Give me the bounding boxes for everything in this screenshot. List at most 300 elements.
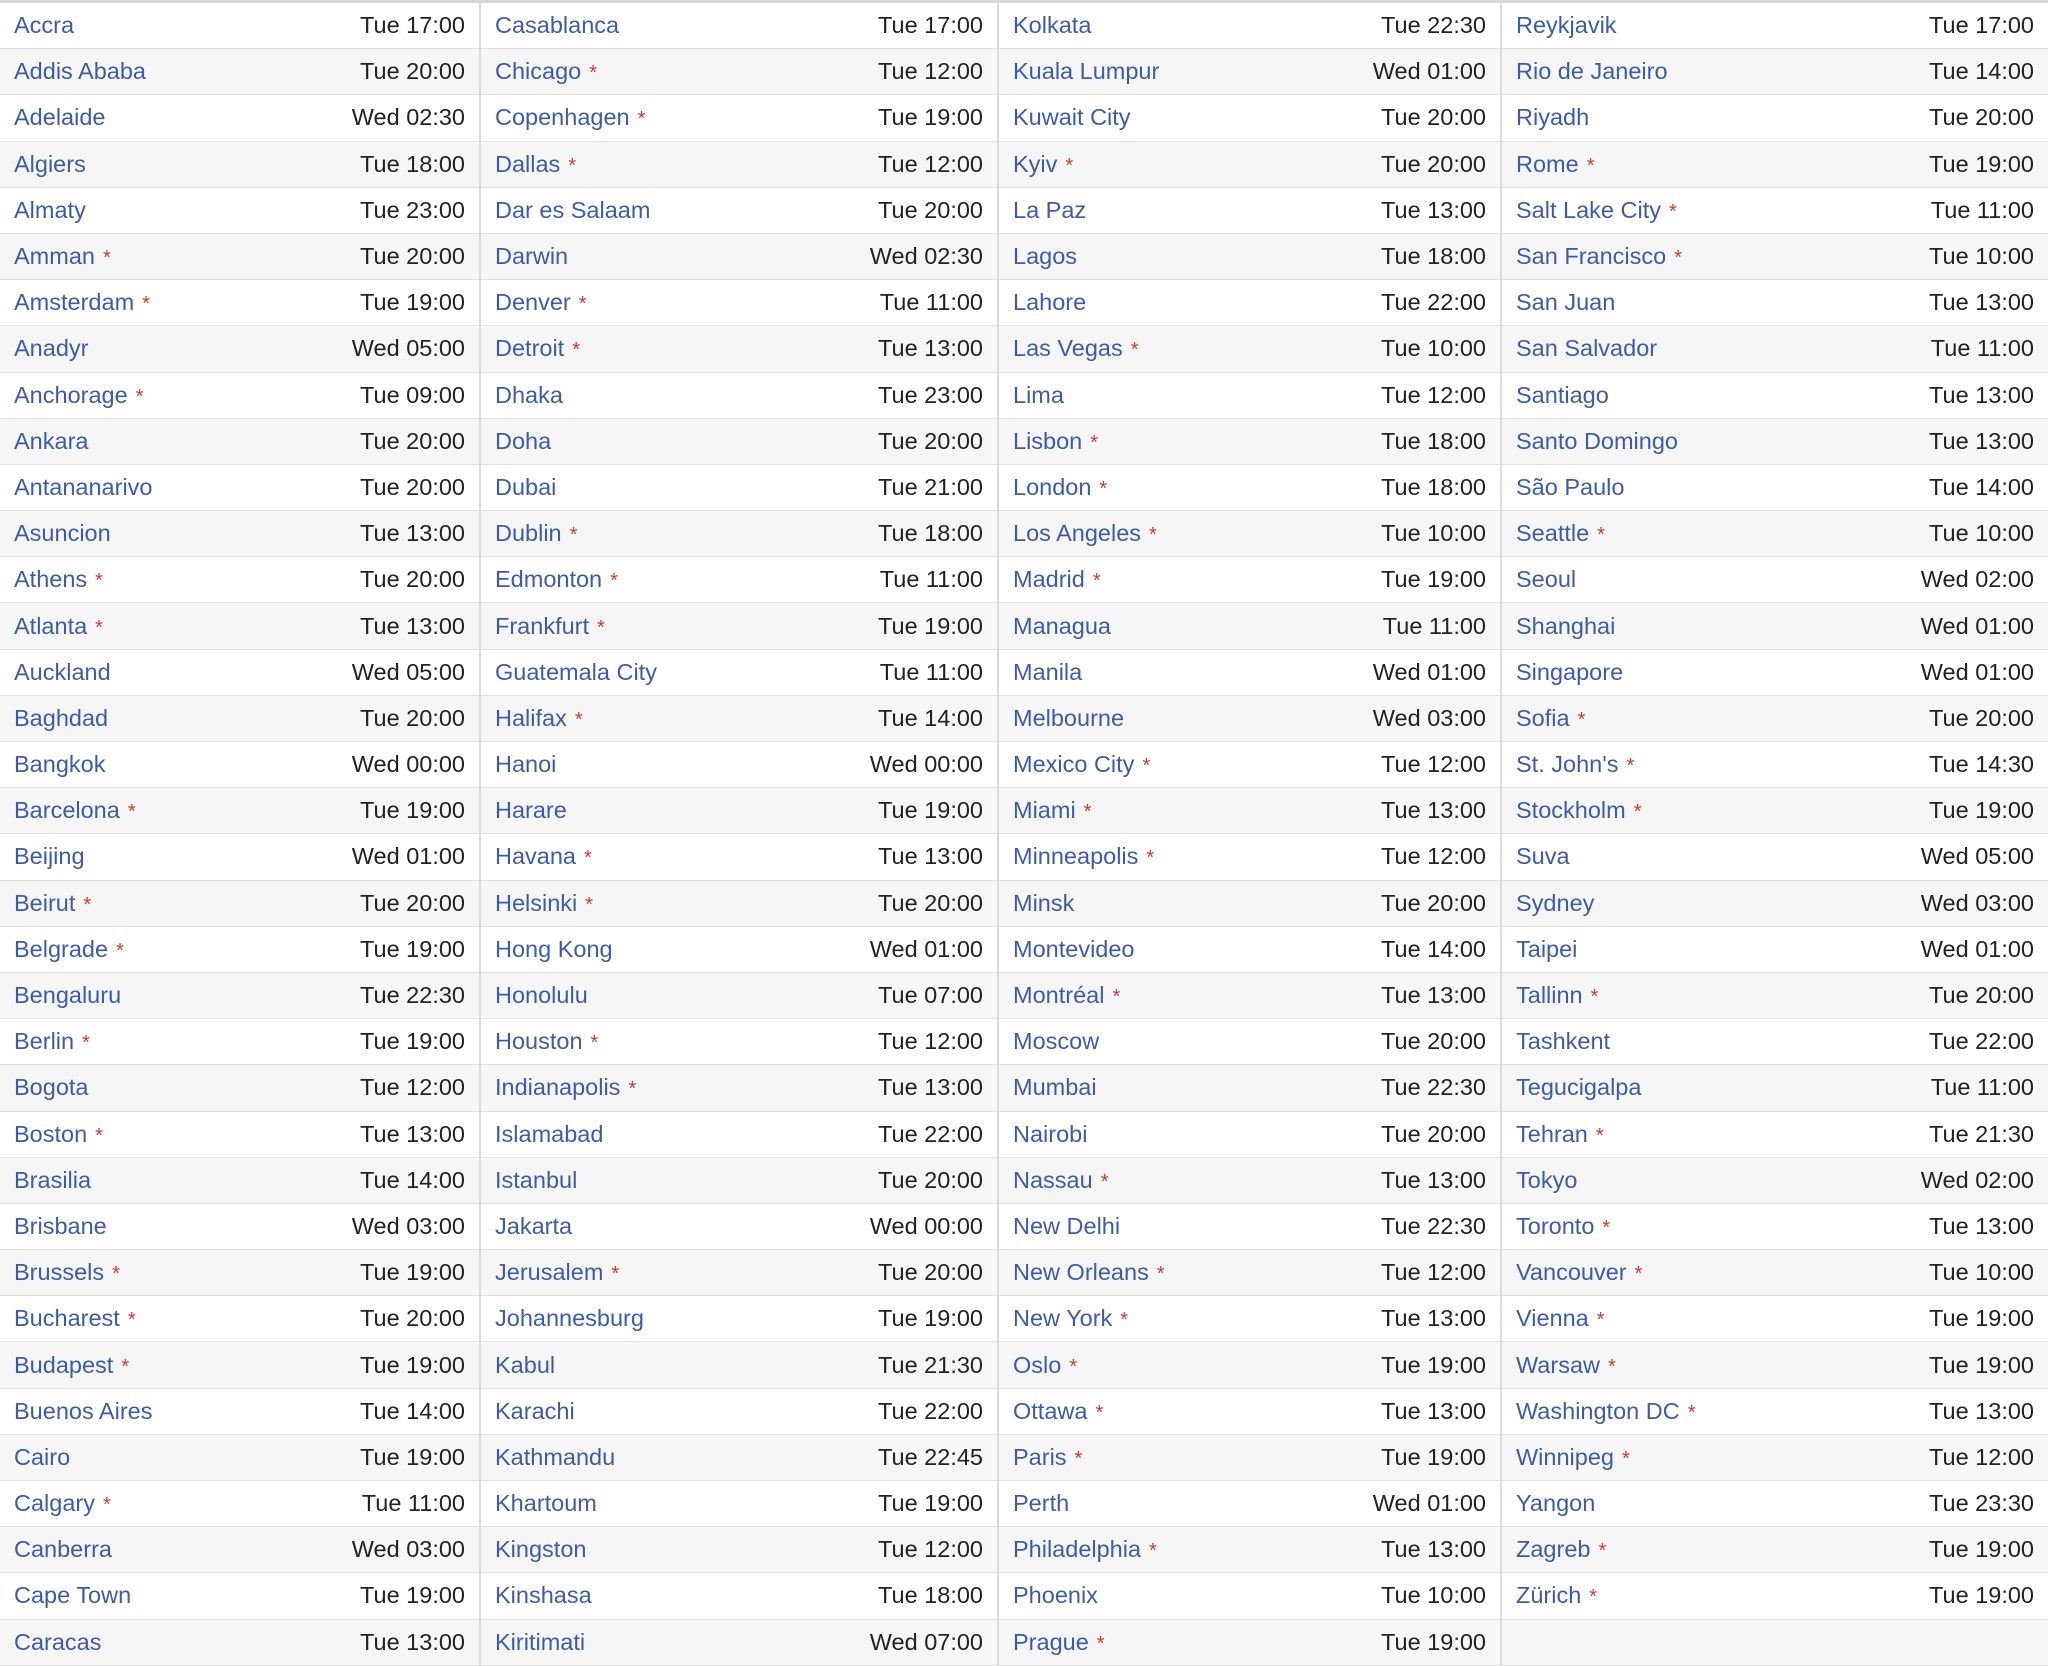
city-link[interactable]: La Paz bbox=[1013, 196, 1087, 223]
local-time: Tue 18:00 bbox=[878, 520, 983, 547]
local-time: Tue 22:00 bbox=[1381, 289, 1486, 316]
local-time: Tue 20:00 bbox=[360, 566, 465, 593]
city-link[interactable]: Lahore bbox=[1013, 289, 1087, 316]
city-link[interactable]: Jerusalem bbox=[495, 1259, 604, 1286]
city-row bbox=[481, 49, 997, 95]
city-cell bbox=[495, 1444, 615, 1471]
city-link[interactable]: Buenos Aires bbox=[14, 1397, 153, 1424]
city-link[interactable]: Tallinn bbox=[1516, 982, 1583, 1009]
local-time: Tue 19:00 bbox=[1929, 150, 2034, 177]
city-link[interactable]: Barcelona bbox=[14, 797, 120, 824]
city-link[interactable]: Vancouver bbox=[1516, 1259, 1627, 1286]
city-cell bbox=[495, 151, 576, 178]
city-link[interactable]: Almaty bbox=[14, 196, 86, 223]
city-row bbox=[0, 1527, 479, 1573]
city-link[interactable]: Seattle bbox=[1516, 520, 1590, 547]
city-link[interactable]: Johannesburg bbox=[495, 1305, 644, 1332]
city-link[interactable]: Kathmandu bbox=[495, 1443, 616, 1470]
city-link[interactable]: Taipei bbox=[1516, 935, 1578, 962]
city-row bbox=[0, 188, 479, 234]
city-link[interactable]: Zürich bbox=[1516, 1582, 1582, 1609]
city-link[interactable]: Santo Domingo bbox=[1516, 427, 1678, 454]
local-time: Tue 22:30 bbox=[1381, 12, 1486, 39]
city-link[interactable]: Atlanta bbox=[14, 612, 88, 639]
city-link[interactable]: Stockholm bbox=[1516, 797, 1626, 824]
city-link[interactable]: Calgary bbox=[14, 1490, 95, 1517]
city-link[interactable]: New York bbox=[1013, 1305, 1113, 1332]
city-cell bbox=[14, 843, 85, 870]
city-link[interactable]: Copenhagen bbox=[495, 104, 630, 131]
local-time: Tue 10:00 bbox=[1381, 1582, 1486, 1609]
dst-marker: * bbox=[112, 1263, 120, 1286]
city-row bbox=[999, 1620, 1500, 1666]
local-time: Tue 14:00 bbox=[878, 704, 983, 731]
city-link[interactable]: Frankfurt bbox=[495, 612, 590, 639]
city-link[interactable]: Rome bbox=[1516, 150, 1579, 177]
city-link[interactable]: Brisbane bbox=[14, 1212, 107, 1239]
city-cell bbox=[495, 1536, 586, 1563]
local-time: Tue 13:00 bbox=[1381, 1166, 1486, 1193]
dst-marker: * bbox=[1074, 1447, 1083, 1470]
city-cell bbox=[1516, 1074, 1641, 1101]
city-link[interactable]: Lisbon bbox=[1013, 427, 1083, 454]
city-row bbox=[0, 511, 479, 557]
city-row bbox=[1502, 603, 2048, 649]
city-row bbox=[1502, 1112, 2048, 1158]
city-cell bbox=[1013, 1444, 1082, 1471]
city-row bbox=[481, 95, 997, 141]
city-row bbox=[1502, 142, 2048, 188]
city-row bbox=[999, 788, 1500, 834]
city-cell bbox=[14, 428, 88, 455]
city-row bbox=[999, 1342, 1500, 1388]
city-link[interactable]: Belgrade bbox=[14, 935, 109, 962]
city-link[interactable]: Manila bbox=[1013, 658, 1083, 685]
city-cell bbox=[495, 613, 605, 640]
city-link[interactable]: Kyiv bbox=[1013, 150, 1058, 177]
city-link[interactable]: Guatemala City bbox=[495, 658, 657, 685]
local-time: Tue 22:30 bbox=[1381, 1074, 1486, 1101]
local-time: Tue 19:00 bbox=[1929, 1582, 2034, 1609]
city-link[interactable]: Istanbul bbox=[495, 1166, 578, 1193]
city-row bbox=[999, 1481, 1500, 1527]
local-time: Tue 20:00 bbox=[1929, 982, 2034, 1009]
dst-marker: * bbox=[1130, 339, 1139, 362]
city-link[interactable]: Baghdad bbox=[14, 704, 109, 731]
city-link[interactable]: Tehran bbox=[1516, 1120, 1588, 1147]
city-cell bbox=[1516, 1167, 1577, 1194]
city-row bbox=[0, 1065, 479, 1111]
city-link[interactable]: Anadyr bbox=[14, 335, 89, 362]
city-link[interactable]: Kabul bbox=[495, 1351, 556, 1378]
dst-marker: * bbox=[611, 1263, 620, 1286]
city-link[interactable]: Honolulu bbox=[495, 982, 588, 1009]
city-link[interactable]: Bangkok bbox=[14, 751, 106, 778]
local-time: Tue 13:00 bbox=[1929, 381, 2034, 408]
city-row bbox=[0, 603, 479, 649]
local-time: Tue 22:30 bbox=[1381, 1212, 1486, 1239]
city-link[interactable]: Vienna bbox=[1516, 1305, 1589, 1332]
city-link[interactable]: Kuwait City bbox=[1013, 104, 1131, 131]
city-link[interactable]: Asuncion bbox=[14, 520, 111, 547]
city-link[interactable]: Ankara bbox=[14, 427, 89, 454]
city-row bbox=[1502, 188, 2048, 234]
city-row bbox=[0, 881, 479, 927]
city-link[interactable]: Brussels bbox=[14, 1259, 105, 1286]
city-link[interactable]: Riyadh bbox=[1516, 104, 1590, 131]
local-time: Tue 12:00 bbox=[878, 58, 983, 85]
city-row bbox=[0, 1342, 479, 1388]
city-link[interactable]: Amman bbox=[14, 243, 95, 270]
city-row bbox=[1502, 1389, 2048, 1435]
city-cell bbox=[1516, 566, 1576, 593]
dst-marker: * bbox=[1586, 154, 1595, 177]
dst-marker: * bbox=[1597, 524, 1605, 547]
city-link[interactable]: Sofia bbox=[1516, 704, 1570, 731]
city-link[interactable]: Lima bbox=[1013, 381, 1064, 408]
city-row bbox=[0, 1158, 479, 1204]
city-link[interactable]: Singapore bbox=[1516, 658, 1624, 685]
dst-marker: * bbox=[95, 1124, 103, 1147]
local-time: Tue 14:00 bbox=[360, 1397, 465, 1424]
local-time: Tue 11:00 bbox=[1930, 335, 2034, 362]
local-time: Wed 02:00 bbox=[1920, 1166, 2034, 1193]
city-link[interactable]: Montréal bbox=[1013, 982, 1105, 1009]
city-cell bbox=[1516, 520, 1605, 547]
local-time: Tue 20:00 bbox=[1381, 1028, 1486, 1055]
city-link[interactable]: Bogota bbox=[14, 1074, 89, 1101]
city-cell bbox=[14, 335, 88, 362]
local-time: Tue 09:00 bbox=[360, 381, 465, 408]
city-link[interactable]: Yangon bbox=[1516, 1490, 1596, 1517]
city-link[interactable]: Bucharest bbox=[14, 1305, 120, 1332]
city-link[interactable]: Lagos bbox=[1013, 243, 1078, 270]
city-link[interactable]: Mexico City bbox=[1013, 751, 1135, 778]
city-link[interactable]: Athens bbox=[14, 566, 88, 593]
city-row bbox=[481, 373, 997, 419]
local-time: Tue 23:00 bbox=[360, 196, 465, 223]
city-row bbox=[999, 95, 1500, 141]
city-link[interactable]: Suva bbox=[1516, 843, 1570, 870]
city-link[interactable]: Havana bbox=[495, 843, 576, 870]
local-time: Tue 20:00 bbox=[1381, 150, 1486, 177]
city-link[interactable]: Oslo bbox=[1013, 1351, 1062, 1378]
city-link[interactable]: Edmonton bbox=[495, 566, 603, 593]
city-link[interactable]: Miami bbox=[1013, 797, 1076, 824]
city-link[interactable]: Adelaide bbox=[14, 104, 106, 131]
city-link[interactable]: Casablanca bbox=[495, 12, 620, 39]
local-time: Wed 00:00 bbox=[351, 751, 465, 778]
city-link[interactable]: Jakarta bbox=[495, 1212, 573, 1239]
city-link[interactable]: Indianapolis bbox=[495, 1074, 621, 1101]
city-column-2 bbox=[481, 3, 999, 1666]
local-time: Tue 20:00 bbox=[878, 889, 983, 916]
local-time: Tue 19:00 bbox=[878, 1490, 983, 1517]
city-link[interactable]: Helsinki bbox=[495, 889, 578, 916]
city-cell bbox=[495, 1398, 575, 1425]
city-link[interactable]: Montevideo bbox=[1013, 935, 1135, 962]
city-link[interactable]: Cairo bbox=[14, 1443, 71, 1470]
local-time: Wed 03:00 bbox=[1372, 704, 1486, 731]
city-link[interactable]: Tegucigalpa bbox=[1516, 1074, 1642, 1101]
city-row bbox=[481, 1204, 997, 1250]
city-link[interactable]: Washington DC bbox=[1516, 1397, 1680, 1424]
city-row bbox=[1502, 1204, 2048, 1250]
city-cell bbox=[14, 1536, 112, 1563]
city-link[interactable]: Seoul bbox=[1516, 566, 1577, 593]
city-link[interactable]: New Delhi bbox=[1013, 1212, 1121, 1239]
city-row bbox=[0, 1435, 479, 1481]
city-link[interactable]: Karachi bbox=[495, 1397, 575, 1424]
city-link[interactable]: Dublin bbox=[495, 520, 562, 547]
city-link[interactable]: Dallas bbox=[495, 150, 561, 177]
city-row bbox=[999, 3, 1500, 49]
city-cell bbox=[1516, 382, 1609, 409]
local-time: Tue 11:00 bbox=[879, 658, 983, 685]
dst-marker: * bbox=[568, 154, 577, 177]
city-link[interactable]: Santiago bbox=[1516, 381, 1609, 408]
city-link[interactable]: Algiers bbox=[14, 150, 86, 177]
city-cell bbox=[495, 659, 657, 686]
city-link[interactable]: San Francisco bbox=[1516, 243, 1667, 270]
local-time: Wed 03:00 bbox=[351, 1536, 465, 1563]
city-link[interactable]: New Orleans bbox=[1013, 1259, 1149, 1286]
local-time: Tue 14:00 bbox=[1929, 473, 2034, 500]
city-link[interactable]: Las Vegas bbox=[1013, 335, 1123, 362]
city-link[interactable]: Madrid bbox=[1013, 566, 1085, 593]
local-time: Tue 19:00 bbox=[360, 1028, 465, 1055]
city-row bbox=[999, 1204, 1500, 1250]
city-link[interactable]: Managua bbox=[1013, 612, 1111, 639]
city-row bbox=[481, 927, 997, 973]
city-link[interactable]: Hanoi bbox=[495, 751, 557, 778]
city-row bbox=[1502, 234, 2048, 280]
city-link[interactable]: San Salvador bbox=[1516, 335, 1658, 362]
city-cell bbox=[14, 659, 111, 686]
city-link[interactable]: Phoenix bbox=[1013, 1582, 1098, 1609]
city-cell bbox=[495, 751, 556, 778]
city-link[interactable]: Kiritimati bbox=[495, 1628, 586, 1655]
city-link[interactable]: Warsaw bbox=[1516, 1351, 1600, 1378]
city-link[interactable]: Berlin bbox=[14, 1028, 75, 1055]
city-cell bbox=[1516, 1213, 1610, 1240]
city-cell bbox=[1013, 1305, 1128, 1332]
city-link[interactable]: Sydney bbox=[1516, 889, 1595, 916]
city-cell bbox=[1516, 613, 1615, 640]
city-cell bbox=[1013, 1490, 1069, 1517]
local-time: Wed 02:30 bbox=[869, 243, 983, 270]
city-cell bbox=[495, 335, 580, 362]
city-row bbox=[0, 419, 479, 465]
city-row bbox=[0, 1112, 479, 1158]
city-link[interactable]: Winnipeg bbox=[1516, 1443, 1614, 1470]
city-row bbox=[999, 1112, 1500, 1158]
city-row bbox=[481, 1065, 997, 1111]
city-cell bbox=[14, 982, 121, 1009]
city-cell bbox=[495, 1629, 585, 1656]
city-link[interactable]: Doha bbox=[495, 427, 552, 454]
city-row bbox=[481, 1296, 997, 1342]
city-link[interactable]: Addis Ababa bbox=[14, 58, 146, 85]
dst-marker: * bbox=[102, 247, 111, 270]
city-link[interactable]: Boston bbox=[14, 1120, 88, 1147]
city-link[interactable]: Paris bbox=[1013, 1443, 1067, 1470]
dst-marker: * bbox=[610, 570, 618, 593]
city-link[interactable]: Antananarivo bbox=[14, 473, 153, 500]
city-row bbox=[1502, 1620, 2048, 1666]
city-row bbox=[481, 1527, 997, 1573]
local-time: Tue 11:00 bbox=[1930, 1074, 2034, 1101]
local-time: Tue 19:00 bbox=[878, 797, 983, 824]
city-cell bbox=[14, 12, 74, 39]
city-cell bbox=[14, 1352, 129, 1379]
city-link[interactable]: Kuala Lumpur bbox=[1013, 58, 1160, 85]
city-link[interactable]: Moscow bbox=[1013, 1028, 1100, 1055]
city-link[interactable]: Shanghai bbox=[1516, 612, 1616, 639]
city-link[interactable]: Tokyo bbox=[1516, 1166, 1578, 1193]
city-cell bbox=[1516, 1490, 1595, 1517]
city-row bbox=[1502, 1019, 2048, 1065]
city-link[interactable]: Detroit bbox=[495, 335, 565, 362]
local-time: Tue 19:00 bbox=[1381, 1443, 1486, 1470]
city-cell bbox=[495, 289, 587, 316]
city-link[interactable]: Harare bbox=[495, 797, 567, 824]
city-row bbox=[481, 1573, 997, 1619]
city-row bbox=[999, 603, 1500, 649]
city-cell bbox=[1516, 58, 1668, 85]
city-row bbox=[1502, 1435, 2048, 1481]
city-row bbox=[999, 326, 1500, 372]
city-cell bbox=[14, 1074, 88, 1101]
city-link[interactable]: London bbox=[1013, 473, 1092, 500]
city-column-3 bbox=[999, 3, 1502, 1666]
local-time: Tue 20:00 bbox=[1381, 1120, 1486, 1147]
dst-marker: * bbox=[127, 801, 136, 824]
city-cell bbox=[1013, 12, 1091, 39]
city-link[interactable]: Minneapolis bbox=[1013, 843, 1139, 870]
city-row bbox=[0, 557, 479, 603]
city-link[interactable]: Philadelphia bbox=[1013, 1536, 1142, 1563]
city-link[interactable]: Kinshasa bbox=[495, 1582, 592, 1609]
city-cell bbox=[1013, 520, 1157, 547]
local-time: Tue 10:00 bbox=[1929, 520, 2034, 547]
city-row bbox=[0, 742, 479, 788]
city-link[interactable]: San Juan bbox=[1516, 289, 1616, 316]
city-row bbox=[1502, 1158, 2048, 1204]
city-row bbox=[1502, 1342, 2048, 1388]
city-link[interactable]: Accra bbox=[14, 12, 75, 39]
city-cell bbox=[1516, 104, 1589, 131]
dst-marker: * bbox=[1095, 1401, 1104, 1424]
local-time: Wed 02:00 bbox=[1920, 566, 2034, 593]
local-time: Tue 13:00 bbox=[1929, 427, 2034, 454]
city-link[interactable]: Dhaka bbox=[495, 381, 563, 408]
city-link[interactable]: St. John's bbox=[1516, 751, 1619, 778]
city-link[interactable]: Canberra bbox=[14, 1536, 112, 1563]
city-link[interactable]: Nairobi bbox=[1013, 1120, 1088, 1147]
local-time: Tue 19:00 bbox=[360, 1259, 465, 1286]
city-link[interactable]: Caracas bbox=[14, 1628, 102, 1655]
city-link[interactable]: Anchorage bbox=[14, 381, 128, 408]
local-time: Tue 19:00 bbox=[1929, 1351, 2034, 1378]
city-link[interactable]: Halifax bbox=[495, 704, 567, 731]
local-time: Tue 18:00 bbox=[360, 150, 465, 177]
city-link[interactable]: Denver bbox=[495, 289, 571, 316]
city-cell bbox=[14, 1629, 102, 1656]
local-time: Tue 19:00 bbox=[360, 935, 465, 962]
city-link[interactable]: Los Angeles bbox=[1013, 520, 1142, 547]
city-row bbox=[0, 49, 479, 95]
city-link[interactable]: Melbourne bbox=[1013, 704, 1125, 731]
dst-marker: * bbox=[1595, 1124, 1604, 1147]
dst-marker: * bbox=[585, 893, 594, 916]
city-link[interactable]: Bengaluru bbox=[14, 982, 122, 1009]
city-link[interactable]: Salt Lake City bbox=[1516, 196, 1661, 223]
city-link[interactable]: Dubai bbox=[495, 473, 557, 500]
city-link[interactable]: Kingston bbox=[495, 1536, 587, 1563]
local-time: Tue 07:00 bbox=[878, 982, 983, 1009]
city-link[interactable]: Toronto bbox=[1516, 1212, 1595, 1239]
city-link[interactable]: Brasilia bbox=[14, 1166, 92, 1193]
dst-marker: * bbox=[1149, 524, 1157, 547]
city-link[interactable]: Ottawa bbox=[1013, 1397, 1088, 1424]
local-time: Tue 13:00 bbox=[1381, 1305, 1486, 1332]
city-link[interactable]: Hong Kong bbox=[495, 935, 613, 962]
city-cell bbox=[1013, 104, 1131, 131]
city-link[interactable]: Mumbai bbox=[1013, 1074, 1097, 1101]
city-row bbox=[1502, 742, 2048, 788]
local-time: Tue 13:00 bbox=[360, 1120, 465, 1147]
city-link[interactable]: Chicago bbox=[495, 58, 582, 85]
city-link[interactable]: Perth bbox=[1013, 1490, 1070, 1517]
city-link[interactable]: Beirut bbox=[14, 889, 76, 916]
city-link[interactable]: Kolkata bbox=[1013, 12, 1092, 39]
local-time: Wed 00:00 bbox=[869, 1212, 983, 1239]
city-link[interactable]: Darwin bbox=[495, 243, 569, 270]
local-time: Tue 13:00 bbox=[878, 843, 983, 870]
local-time: Tue 21:30 bbox=[1929, 1120, 2034, 1147]
city-link[interactable]: Islamabad bbox=[495, 1120, 604, 1147]
city-link[interactable]: Khartoum bbox=[495, 1490, 597, 1517]
city-link[interactable]: Reykjavik bbox=[1516, 12, 1617, 39]
city-link[interactable]: Tashkent bbox=[1516, 1028, 1611, 1055]
city-cell bbox=[14, 797, 136, 824]
dst-marker: * bbox=[1146, 847, 1155, 870]
city-link[interactable]: Beijing bbox=[14, 843, 85, 870]
local-time: Wed 05:00 bbox=[351, 335, 465, 362]
city-link[interactable]: Dar es Salaam bbox=[495, 196, 651, 223]
local-time: Tue 13:00 bbox=[1381, 1397, 1486, 1424]
city-row bbox=[481, 973, 997, 1019]
city-row bbox=[481, 142, 997, 188]
local-time: Tue 12:00 bbox=[1381, 751, 1486, 778]
city-link[interactable]: Rio de Janeiro bbox=[1516, 58, 1668, 85]
city-link[interactable]: São Paulo bbox=[1516, 473, 1625, 500]
city-link[interactable]: Cape Town bbox=[14, 1582, 132, 1609]
city-link[interactable]: Houston bbox=[495, 1028, 583, 1055]
city-row bbox=[999, 49, 1500, 95]
city-link[interactable]: Zagreb bbox=[1516, 1536, 1591, 1563]
city-link[interactable]: Prague bbox=[1013, 1628, 1089, 1655]
city-link[interactable]: Amsterdam bbox=[14, 289, 135, 316]
city-link[interactable]: Nassau bbox=[1013, 1166, 1093, 1193]
city-link[interactable]: Auckland bbox=[14, 658, 111, 685]
city-link[interactable]: Budapest bbox=[14, 1351, 114, 1378]
dst-marker: * bbox=[102, 1494, 111, 1517]
city-link[interactable]: Minsk bbox=[1013, 889, 1075, 916]
city-row bbox=[481, 3, 997, 49]
city-cell bbox=[14, 151, 86, 178]
